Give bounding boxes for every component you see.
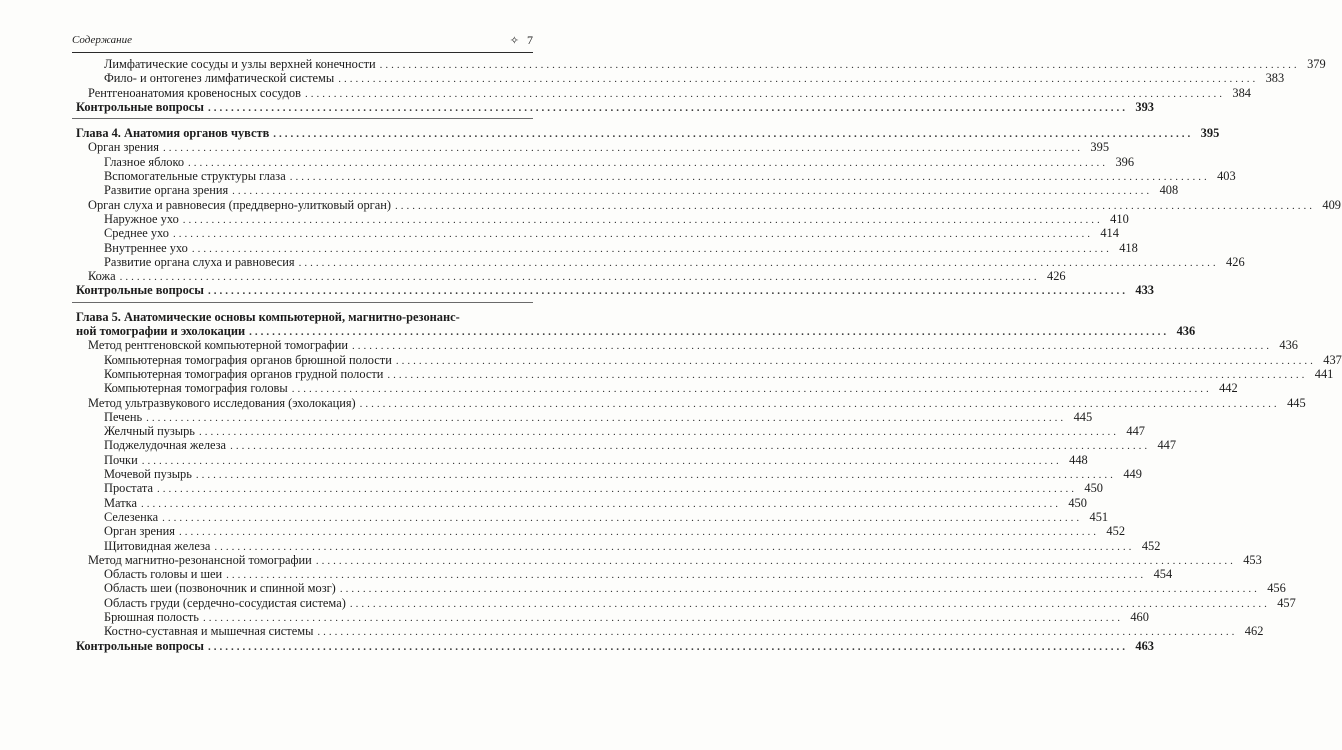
toc-entry-title: Глазное яблоко — [104, 154, 185, 169]
toc-entry-title: Матка — [104, 495, 137, 510]
toc-entry-page: 384 — [1232, 85, 1251, 100]
toc-entry-title: Глава 4. Анатомия органов чувств — [76, 126, 270, 141]
toc-leader-dots: ................................................................................................................................................................ — [349, 597, 1270, 610]
toc-entry-page: 441 — [1314, 366, 1334, 381]
toc-entry-title: Фило- и онтогенез лимфатической системы — [104, 71, 335, 86]
toc-entry-title: Костно-суставная и мышечная системы — [104, 624, 314, 639]
toc-entry-page: 449 — [1123, 467, 1142, 482]
toc-entry-title: Мочевой пузырь — [104, 467, 192, 482]
toc-entry-page: 379 — [1307, 57, 1326, 71]
toc-entry-page: 436 — [1279, 338, 1298, 353]
toc-entry-title: Метод ультразвукового исследования (эхолокация) — [88, 395, 356, 410]
page-number-value: 7 — [527, 33, 533, 47]
toc-entry-page: 452 — [1141, 538, 1161, 553]
toc-entry-title: Лимфатические сосуды и узлы верхней конечности — [104, 57, 376, 71]
toc-entry[interactable] — [76, 538, 1161, 553]
toc-leader-dots: ................................................................................................................................................................ — [315, 554, 1236, 567]
toc-entry-title: Наружное ухо — [104, 211, 179, 226]
toc-entry-title: Развитие органа слуха и равновесия — [104, 254, 295, 269]
toc-entry-page: 403 — [1217, 169, 1236, 184]
toc-entry-title: Печень — [104, 409, 143, 424]
toc-entry-title: Простата — [104, 481, 153, 496]
toc-entry[interactable] — [76, 71, 1285, 86]
toc-entry-page: 414 — [1100, 226, 1119, 241]
toc-entry[interactable] — [76, 609, 1149, 624]
toc-entry[interactable] — [76, 524, 1126, 539]
toc-leader-dots: ................................................................................................................................................................ — [214, 540, 1135, 553]
toc-entry-page: 445 — [1287, 395, 1306, 410]
toc-leader-dots: ................................................................................................................................................................ — [162, 511, 1083, 524]
toc-entry-page: 462 — [1244, 624, 1264, 639]
toc-leader-dots: ................................................................................................................................................................ — [140, 497, 1061, 510]
toc-entry-title: Область шеи (позвоночник и спинной мозг) — [104, 581, 336, 596]
toc-entry-title: Среднее ухо — [104, 226, 169, 241]
toc-entry-title: Поджелудочная железа — [104, 438, 227, 453]
toc-entry-title: Рентгеноанатомия кровеносных сосудов — [88, 85, 301, 100]
toc-leader-dots: ................................................................................................................................................................ — [226, 569, 1147, 582]
toc-entry-title: Внутреннее ухо — [104, 240, 188, 255]
toc-entry[interactable] — [76, 240, 1138, 255]
toc-entry[interactable] — [76, 324, 1196, 339]
table-of-contents — [76, 57, 1342, 653]
toc-entry-page: 453 — [1243, 552, 1262, 567]
toc-entry-page: 426 — [1226, 254, 1245, 269]
toc-entry-page: 442 — [1219, 381, 1238, 396]
toc-entry[interactable] — [76, 509, 1109, 524]
toc-leader-dots: ................................................................................................................................................................ — [289, 171, 1210, 184]
toc-entry[interactable] — [76, 395, 1306, 410]
toc-entry-page: 408 — [1159, 183, 1179, 198]
toc-entry-title: Компьютерная томография головы — [104, 381, 288, 396]
toc-entry-page: 396 — [1115, 154, 1135, 169]
toc-chapter-heading[interactable]: Глава 5. Анатомические основы компьютерной, магнитно-резонанс- — [76, 309, 460, 324]
toc-entry[interactable] — [76, 624, 1264, 639]
toc-entry[interactable] — [76, 352, 1342, 367]
toc-leader-dots: ................................................................................................................................................................ — [207, 640, 1128, 653]
toc-leader-dots: ................................................................................................................................................................ — [141, 454, 1062, 467]
toc-entry-title: Метод рентгеновской компьютерной томографии — [88, 338, 348, 353]
page-number — [510, 33, 533, 48]
running-header-title: Содержание — [72, 34, 133, 46]
toc-entry[interactable] — [76, 366, 1334, 381]
toc-entry-title: Область груди (сердечно-сосудистая система) — [104, 595, 346, 610]
toc-leader-dots: ................................................................................................................................................................ — [298, 256, 1219, 269]
toc-entry[interactable] — [76, 57, 1326, 71]
toc-entry-title: Вспомогательные структуры глаза — [104, 169, 286, 184]
toc-entry-title: Контрольные вопросы — [76, 638, 204, 653]
toc-leader-dots: ................................................................................................................................................................ — [273, 128, 1194, 141]
toc-leader-dots: ................................................................................................................................................................ — [338, 73, 1259, 86]
toc-entry-title: Кожа — [88, 269, 116, 284]
toc-entry[interactable] — [76, 154, 1135, 169]
toc-entry-page: 456 — [1267, 581, 1286, 596]
toc-entry-title: Орган зрения — [104, 524, 176, 539]
toc-entry[interactable] — [76, 140, 1110, 155]
toc-entry-title: Желчный пузырь — [104, 424, 195, 439]
toc-entry-page: 426 — [1047, 269, 1066, 284]
toc-leader-dots: ................................................................................................................................................................ — [188, 156, 1109, 169]
toc-entry-title: Контрольные вопросы — [76, 283, 204, 298]
toc-entry-title: Компьютерная томография органов брюшной полости — [104, 352, 392, 367]
toc-entry[interactable] — [76, 99, 1154, 114]
toc-leader-dots: ................................................................................................................................................................ — [395, 199, 1315, 212]
toc-entry[interactable] — [76, 495, 1087, 510]
toc-leader-dots: ................................................................................................................................................................ — [249, 326, 1170, 339]
toc-entry-page: 395 — [1200, 126, 1220, 141]
section-divider — [72, 302, 533, 303]
toc-leader-dots: ................................................................................................................................................................ — [387, 368, 1308, 381]
toc-entry[interactable] — [76, 638, 1154, 653]
toc-leader-dots: ................................................................................................................................................................ — [351, 340, 1272, 353]
toc-entry-page: 393 — [1135, 99, 1154, 114]
toc-entry-page: 436 — [1176, 324, 1196, 339]
toc-entry-title: Почки — [104, 452, 138, 467]
toc-entry-page: 445 — [1073, 409, 1093, 424]
toc-entry[interactable] — [76, 254, 1245, 269]
toc-entry[interactable] — [76, 424, 1145, 439]
toc-leader-dots: ................................................................................................................................................................ — [198, 426, 1119, 439]
toc-leader-dots: ................................................................................................................................................................ — [195, 469, 1116, 482]
toc-leader-dots: ................................................................................................................................................................ — [230, 440, 1151, 453]
toc-leader-dots: ................................................................................................................................................................ — [317, 626, 1238, 639]
toc-entry[interactable] — [76, 581, 1286, 596]
toc-entry-page: 450 — [1068, 495, 1087, 510]
toc-entry[interactable] — [76, 467, 1142, 482]
toc-entry-title: Щитовидная железа — [104, 538, 211, 553]
toc-entry[interactable] — [76, 226, 1119, 241]
toc-leader-dots: ................................................................................................................................................................ — [156, 483, 1077, 496]
toc-entry-page: 454 — [1153, 567, 1173, 582]
toc-entry-page: 433 — [1135, 283, 1154, 298]
toc-entry-page: 437 — [1323, 352, 1342, 367]
toc-entry-title: Орган зрения — [88, 140, 160, 155]
toc-entry-page: 447 — [1126, 424, 1145, 439]
toc-leader-dots: ................................................................................................................................................................ — [207, 101, 1128, 114]
toc-entry-title: ной томографии и эхолокации — [76, 324, 246, 339]
toc-entry-page: 447 — [1157, 438, 1177, 453]
toc-leader-dots: ................................................................................................................................................................ — [202, 611, 1123, 624]
toc-entry-title: Контрольные вопросы — [76, 99, 204, 114]
toc-leader-dots: ................................................................................................................................................................ — [304, 87, 1225, 100]
section-divider — [72, 118, 533, 119]
toc-leader-dots: ................................................................................................................................................................ — [179, 526, 1100, 539]
toc-entry-page: 460 — [1130, 609, 1149, 624]
toc-entry[interactable] — [76, 481, 1103, 496]
toc-entry[interactable] — [76, 211, 1129, 226]
toc-leader-dots: ................................................................................................................................................................ — [339, 583, 1260, 596]
toc-entry[interactable] — [76, 595, 1296, 610]
toc-entry-title: Орган слуха и равновесия (преддверно-улитковый орган) — [88, 197, 391, 212]
toc-leader-dots: ................................................................................................................................................................ — [163, 142, 1084, 155]
toc-entry[interactable] — [76, 269, 1066, 284]
toc-leader-dots: ................................................................................................................................................................ — [379, 59, 1300, 71]
toc-entry[interactable] — [76, 183, 1179, 198]
toc-entry[interactable] — [76, 283, 1154, 298]
running-header — [72, 30, 533, 53]
toc-entry[interactable] — [76, 338, 1298, 353]
toc-entry-title: Область головы и шеи — [104, 567, 223, 582]
toc-entry-page: 418 — [1119, 240, 1138, 255]
toc-entry[interactable] — [76, 197, 1341, 212]
toc-leader-dots: ................................................................................................................................................................ — [395, 354, 1316, 367]
toc-leader-dots: ................................................................................................................................................................ — [207, 285, 1128, 298]
toc-entry[interactable] — [76, 438, 1177, 453]
toc-entry[interactable] — [76, 169, 1236, 184]
toc-leader-dots: ................................................................................................................................................................ — [182, 213, 1103, 226]
toc-entry-page: 457 — [1277, 595, 1296, 610]
toc-entry-title: Развитие органа зрения — [104, 183, 229, 198]
toc-entry[interactable] — [76, 552, 1262, 567]
toc-entry-page: 383 — [1265, 71, 1285, 86]
toc-leader-dots: ................................................................................................................................................................ — [291, 383, 1212, 396]
toc-entry[interactable] — [76, 567, 1173, 582]
toc-entry-title: Брюшная полость — [104, 609, 199, 624]
toc-entry[interactable] — [76, 126, 1220, 141]
toc-entry-page: 448 — [1069, 452, 1088, 467]
toc-entry-title: Компьютерная томография органов грудной полости — [104, 366, 384, 381]
toc-leader-dots: ................................................................................................................................................................ — [232, 185, 1153, 198]
toc-leader-dots: ................................................................................................................................................................ — [191, 242, 1112, 255]
toc-leader-dots: ................................................................................................................................................................ — [146, 411, 1067, 424]
toc-entry-page: 463 — [1135, 638, 1154, 653]
toc-entry[interactable] — [76, 381, 1238, 396]
toc-entry-page: 410 — [1110, 211, 1129, 226]
toc-entry-page: 452 — [1106, 524, 1126, 539]
toc-entry-page: 409 — [1322, 197, 1341, 212]
toc-entry[interactable] — [76, 85, 1251, 100]
toc-entry-page: 451 — [1089, 509, 1109, 524]
ornament-icon: ✧ — [509, 35, 519, 47]
toc-entry-title: Метод магнитно-резонансной томографии — [88, 552, 312, 567]
toc-entry[interactable] — [76, 452, 1088, 467]
toc-entry-title: Селезенка — [104, 509, 159, 524]
toc-entry[interactable] — [76, 409, 1093, 424]
toc-leader-dots: ................................................................................................................................................................ — [119, 271, 1040, 284]
toc-entry-page: 450 — [1084, 481, 1103, 496]
toc-leader-dots: ................................................................................................................................................................ — [359, 397, 1280, 410]
toc-entry-page: 395 — [1090, 140, 1110, 155]
toc-leader-dots: ................................................................................................................................................................ — [172, 228, 1093, 241]
